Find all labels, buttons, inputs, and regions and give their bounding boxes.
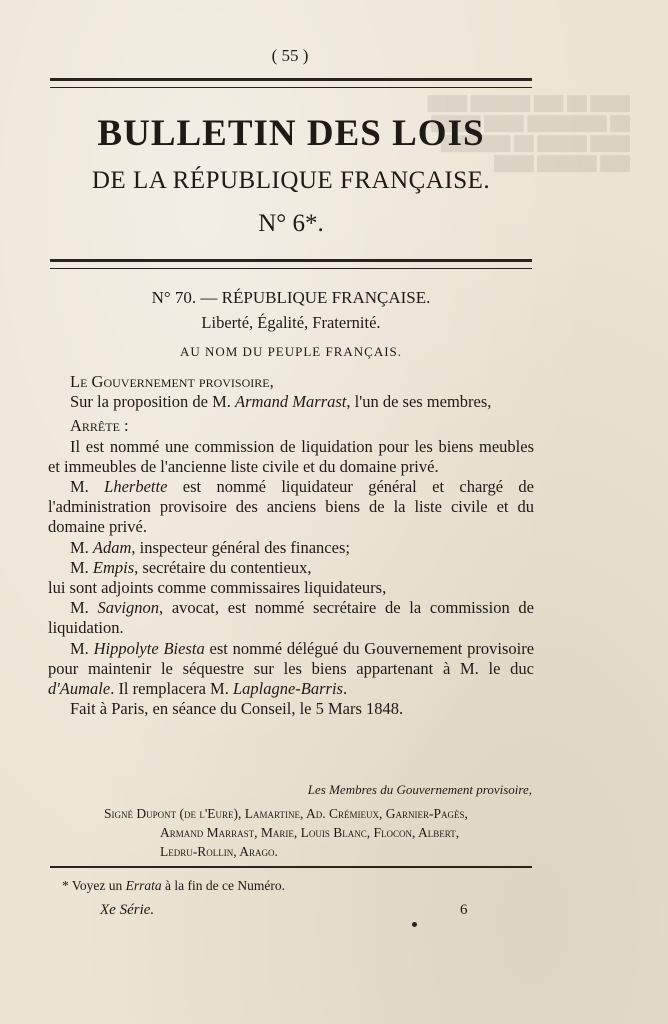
- signatories-line-3: Ledru-Rollin, Arago.: [160, 844, 278, 859]
- article-delegate: M. Hippolyte Biesta est nommé délégué du Gouvernement provisoire pour maintenir le séquestre sur les biens appartenant à M. le duc d'Aumale. Il remplacera M. Laplagne-Barris.: [48, 638, 535, 699]
- bulletin-subtitle: DE LA RÉPUBLIQUE FRANÇAISE.: [91, 167, 491, 194]
- article-adjoints: lui sont adjoints comme commissaires liquidateurs,: [48, 578, 387, 598]
- republic-motto: Liberté, Égalité, Fraternité.: [201, 313, 381, 332]
- person-name: Adam: [92, 537, 132, 557]
- article-liquidator: M. Lherbette est nommé liquidateur général et chargé de l'administration provisoire des anciens biens de la liste civile et du domaine privé.: [48, 477, 535, 537]
- decree-body: [48, 372, 534, 719]
- person-name: Lherbette: [104, 477, 168, 497]
- header-top-rule: [50, 78, 532, 88]
- person-name: Laplagne-Barris: [232, 679, 343, 699]
- article-secretary: M. Savignon, avocat, est nommé secrétaire de la commission de liquidation.: [48, 598, 535, 638]
- bleed-through-text: ████ ██ ███ ██████ ████ ██ ████████ ████ █████ ████ █████ ██ ███████ ███ ██████ ████: [427, 97, 630, 172]
- signatories-line-1: Signé Dupont (de l'Eure), Lamartine, Ad. Crémieux, Garnier-Pagès,: [104, 806, 468, 821]
- page-number: ( 55 ): [271, 46, 309, 65]
- bulletin-title: BULLETIN DES LOIS: [97, 113, 485, 154]
- header-bottom-rule: [50, 259, 532, 269]
- minister-name: Armand Marrast: [235, 392, 347, 412]
- errata-word: Errata: [125, 878, 162, 893]
- invocation: AU NOM DU PEUPLE FRANÇAIS.: [179, 344, 403, 359]
- article-empis: M. Empis, secrétaire du contentieux,: [70, 557, 312, 577]
- issue-number: N° 6*.: [258, 210, 324, 237]
- arrete-heading: Arrête :: [70, 416, 129, 436]
- person-name: Empis: [92, 557, 135, 577]
- signatories-intro: Les Membres du Gouvernement provisoire,: [307, 782, 532, 797]
- footnote-rule: [50, 866, 532, 868]
- government-heading: Le Gouvernement provisoire,: [70, 372, 274, 391]
- person-name: Savignon: [97, 598, 159, 618]
- series-label: Xe Série.: [100, 902, 155, 918]
- decree-date: Fait à Paris, en séance du Conseil, le 5 Mars 1848.: [70, 699, 404, 719]
- sheet-signature: 6: [460, 902, 468, 918]
- duke-name: d'Aumale: [48, 679, 111, 699]
- article-adam: M. Adam, inspecteur général des finances;: [70, 537, 350, 557]
- article-commission: Il est nommé une commission de liquidation pour les biens meubles et immeubles de l'ancienne liste civile et du domaine privé.: [48, 436, 534, 476]
- decree-number: N° 70. — RÉPUBLIQUE FRANÇAISE.: [151, 288, 431, 307]
- footnote: * Voyez un Errata à la fin de ce Numéro.: [62, 878, 285, 893]
- signatories-line-2: Armand Marrast, Marie, Louis Blanc, Flocon, Albert,: [160, 825, 460, 840]
- proposal-paragraph: Sur la proposition de M. Armand Marrast, l'un de ses membres,: [70, 392, 492, 412]
- person-name: Hippolyte Biesta: [93, 638, 205, 658]
- ink-spot: [412, 922, 417, 927]
